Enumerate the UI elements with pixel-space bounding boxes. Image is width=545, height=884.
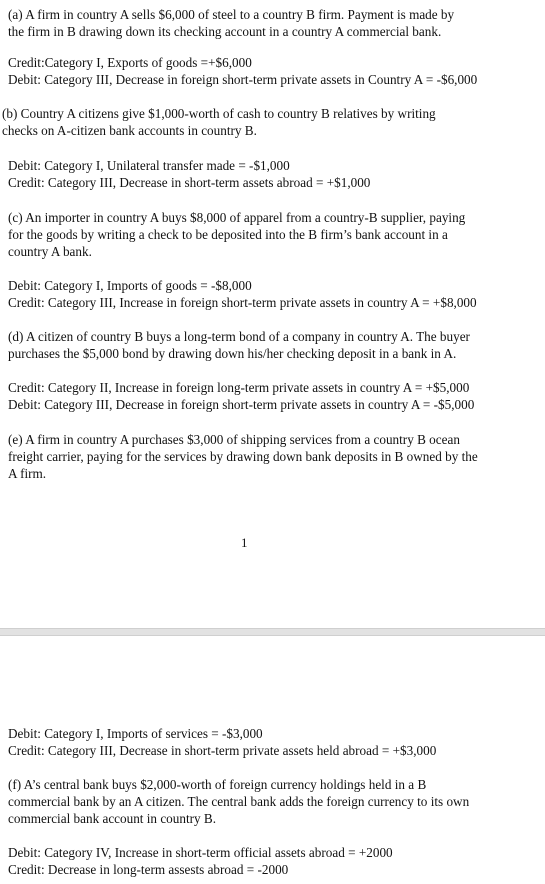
paragraph-a: [8, 6, 454, 40]
page-separator: [0, 628, 545, 636]
text-line: Debit: Category I, Imports of goods = -$8,000: [8, 278, 252, 293]
text-line: Debit: Category III, Decrease in foreign short-term private assets in Country A = -$6,000: [8, 72, 478, 87]
text-line: (b) Country A citizens give $1,000-worth of cash to country B relatives by writing: [2, 106, 436, 121]
text-line: Credit: Category III, Decrease in short-term private assets held abroad = +$3,000: [8, 743, 437, 758]
text-line: commercial bank by an A citizen. The central bank adds the foreign currency to its own: [8, 794, 470, 809]
entry-a: [8, 54, 477, 88]
text-line: Credit: Decrease in long-term assests abroad = -2000: [8, 862, 289, 877]
text-line: the firm in B drawing down its checking account in a country A commercial bank.: [8, 24, 442, 39]
text-line: Credit: Category III, Decrease in short-term assets abroad = +$1,000: [8, 175, 371, 190]
page-2: [0, 636, 545, 884]
paragraph-b: [2, 105, 436, 139]
text-line: for the goods by writing a check to be deposited into the B firm’s bank account in a: [8, 227, 448, 242]
paragraph-c: [8, 209, 465, 260]
text-line: Credit:Category I, Exports of goods =+$6,000: [8, 55, 252, 70]
paragraph-d: [8, 328, 470, 362]
page-number: 1: [241, 535, 248, 550]
paragraph-f: [8, 776, 469, 827]
text-line: (d) A citizen of country B buys a long-term bond of a company in country A. The buyer: [8, 329, 470, 344]
text-line: Credit: Category III, Increase in foreign short-term private assets in country A = +$8,000: [8, 295, 477, 310]
text-line: A firm.: [8, 466, 47, 481]
text-line: purchases the $5,000 bond by drawing down his/her checking deposit in a bank in A.: [8, 346, 457, 361]
entry-d: [8, 379, 474, 413]
entry-e: [8, 725, 436, 759]
text-line: Credit: Category II, Increase in foreign long-term private assets in country A = +$5,000: [8, 380, 470, 395]
text-line: Debit: Category I, Imports of services = -$3,000: [8, 726, 263, 741]
text-line: (e) A firm in country A purchases $3,000 of shipping services from a country B ocean: [8, 432, 460, 447]
text-line: country A bank.: [8, 244, 92, 259]
text-line: checks on A-citizen bank accounts in country B.: [2, 123, 257, 138]
text-line: (a) A firm in country A sells $6,000 of steel to a country B firm. Payment is made by: [8, 7, 455, 22]
text-line: Debit: Category I, Unilateral transfer made = -$1,000: [8, 158, 290, 173]
text-line: freight carrier, paying for the services by drawing down bank deposits in B owned by the: [8, 449, 478, 464]
entry-c: [8, 277, 477, 311]
entry-b: [8, 157, 370, 191]
text-line: (c) An importer in country A buys $8,000 of apparel from a country-B supplier, paying: [8, 210, 466, 225]
text-line: commercial bank account in country B.: [8, 811, 216, 826]
text-line: (f) A’s central bank buys $2,000-worth of foreign currency holdings held in a B: [8, 777, 427, 792]
text-line: Debit: Category III, Decrease in foreign short-term private assets in country A = -$5,000: [8, 397, 475, 412]
text-line: Debit: Category IV, Increase in short-term official assets abroad = +2000: [8, 845, 393, 860]
paragraph-e: [8, 431, 478, 482]
entry-f: [8, 844, 393, 878]
